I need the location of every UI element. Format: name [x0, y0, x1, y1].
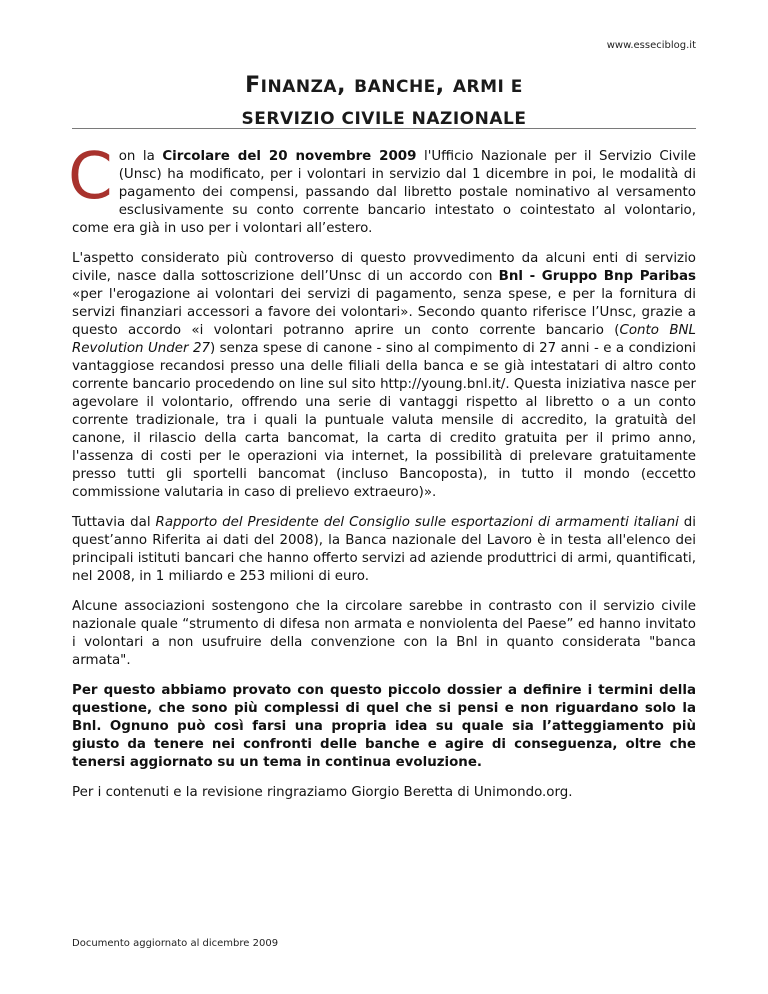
title-divider [72, 128, 696, 129]
text-run: Per questo abbiamo provato con questo piccolo dossier a definire i termini della questione, che sono più complessi di quel che si pensi e non riguardano solo la Bnl. Ognuno può così farsi una propria idea su quale sia l’atteggiamento più giusto da tenere nei confronti delle banche e agire di conseguenza, oltre che tenersi aggiornato su un tema in continua evoluzione. [72, 683, 696, 770]
drop-cap: C [68, 140, 113, 214]
footer-note: Documento aggiornato al dicembre 2009 [72, 938, 279, 949]
text-run: on la [118, 149, 163, 164]
text-run: di quest’anno Riferita ai dati del 2008), la Banca nazionale del Lavoro è in testa all'elenco dei principali istituti bancari che hanno offerto servizi ad aziende produttrici di armi, quantificati, nel 2008, in 1 miliardo e 253 milioni di euro. [72, 515, 696, 584]
site-url: www.esseciblog.it [606, 40, 696, 51]
title-word-finanza: INANZA [260, 77, 338, 97]
title-separator: , [337, 73, 355, 98]
text-run: «per l'erogazione ai volontari dei servizi di pagamento, senza spese, e per la fornitura di servizi finanziari accessori a favore dei volontari». Secondo quanto riferisce l’Unsc, grazie a questo accordo «i volontari potranno aprire un conto corrente bancario ( [72, 287, 696, 338]
title-word-banche: BANCHE [354, 77, 436, 97]
document-body [68, 140, 697, 814]
paragraph-accordo-bnl [72, 250, 696, 502]
link-circolare: Circolare del 20 novembre 2009 [162, 149, 417, 164]
paragraph-intro [68, 140, 697, 238]
paragraph-dossier [72, 682, 696, 772]
text-run: Per i contenuti e la revisione ringraziamo Giorgio Beretta di Unimondo.org. [72, 785, 573, 800]
text-run: l'Ufficio Nazionale per il Servizio Civile (Unsc) ha modificato, per i volontari in servizio dal 1 dicembre in poi, le modalità di pagamento dei compensi, passando dal libretto postale nominativo al versamento esclusivamente su conto corrente bancario intestato o cointestato al volontario, come era già in uso per i volontari all’estero. [72, 149, 697, 236]
report-title: Rapporto del Presidente del Consiglio sulle esportazioni di armamenti italiani [155, 515, 679, 530]
title-word-armi: ARMI E [452, 77, 523, 97]
bank-name: Bnl - Gruppo Bnp Paribas [498, 269, 696, 284]
document-title [72, 74, 696, 131]
title-line-2: SERVIZIO CIVILE NAZIONALE [241, 109, 527, 129]
text-run: L'aspetto considerato più controverso di questo provvedimento da alcuni enti di servizio civile, nasce dalla sottoscrizione dell’Unsc di un accordo con [72, 251, 696, 284]
text-run: Alcune associazioni sostengono che la circolare sarebbe in contrasto con il servizio civile nazionale quale “strumento di difesa non armata e nonviolenta del Paese” ed hanno invitato i volontari a non usufruire della convenzione con la Bnl in quanto considerata "banca armata". [72, 599, 696, 668]
paragraph-associazioni [72, 598, 696, 670]
title-line-1 [72, 74, 696, 99]
text-run: Tuttavia dal [72, 515, 156, 530]
text-run: ) senza spese di canone - sino al compimento di 27 anni - e a condizioni vantaggiose recandosi presso una delle filiali della banca e se già intestatari di altro conto corrente bancario procedendo on line sul sito http://young.bnl.it/. Questa iniziativa nasce per agevolare il volontario, offrendo una serie di vantaggi rispetto al libretto o a un conto corrente tradizionale, tra i quali la puntuale valuta mensile di accredito, la gratuità del canone, il rilascio della carta bancomat, la carta di credito gratuita per il primo anno, l'assenza di costi per le operazioni via internet, la possibilità di prelevare gratuitamente presso tutti gli sportelli bancomat (incluso Bancoposta), in tutto il mondo (eccetto commissione valutaria in caso di prelievo extraeuro)». [72, 341, 696, 500]
product-name: Conto BNL Revolution Under 27 [72, 323, 696, 356]
title-separator: , [435, 73, 453, 98]
paragraph-ringraziamenti [72, 784, 696, 802]
title-initial: F [245, 73, 261, 98]
paragraph-rapporto [72, 514, 696, 586]
